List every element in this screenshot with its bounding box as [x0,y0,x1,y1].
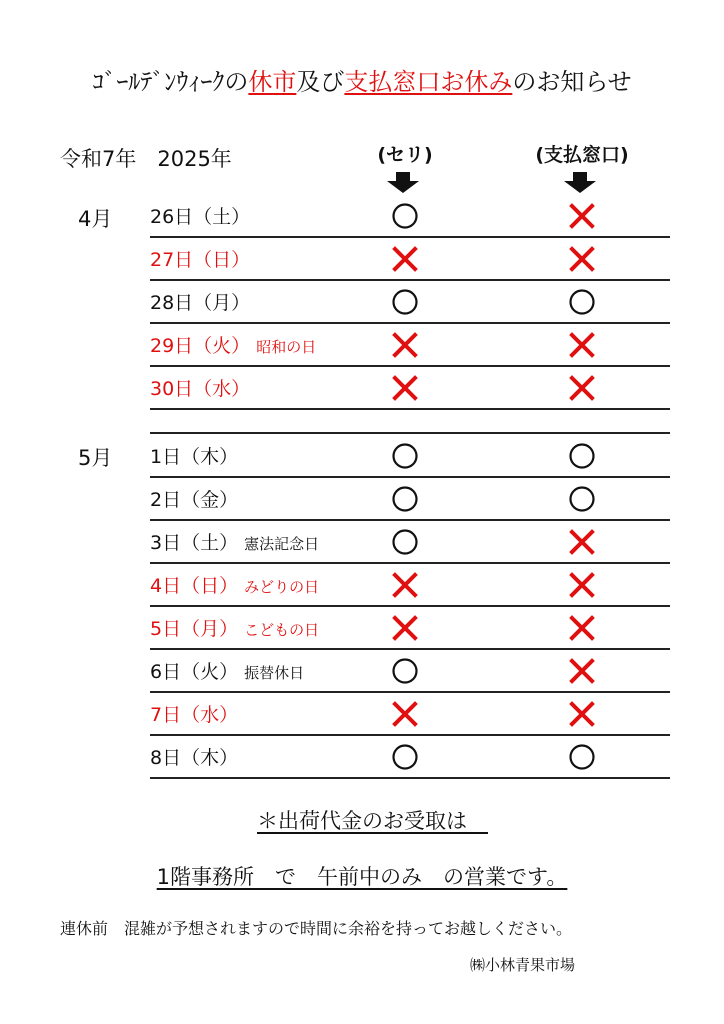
row-date [150,614,319,641]
schedule-row [150,281,670,324]
row-date [150,571,319,598]
date-label: 26日（土） [150,206,251,228]
column-header-payment: (支払窓口) [535,144,629,166]
open-circle-icon [568,743,596,771]
closed-cross-icon [568,700,596,728]
row-date [150,442,238,469]
open-circle-icon [568,485,596,513]
closed-cross-icon [391,571,419,599]
column-header-seri: (セリ) [377,144,433,166]
down-arrow-icon [563,172,597,194]
title-part-3: 及び [296,68,345,96]
open-circle-icon [568,442,596,470]
row-date [150,657,304,684]
date-label: 7日（水） [150,704,239,726]
row-date [150,288,250,315]
open-circle-icon [391,485,419,513]
row-date [150,485,238,512]
holiday-name: こどもの日 [244,621,320,639]
date-label: 2日（金） [150,489,239,511]
date-label: 1日（木） [150,446,239,468]
date-label: 3日（土） [150,532,239,554]
down-arrow-icon [386,172,420,194]
schedule-row [150,478,670,521]
payment-note-text: ＊出荷代金のお受取は [256,809,488,833]
closed-cross-icon [568,614,596,642]
closed-cross-icon [391,614,419,642]
schedule-row [150,324,670,367]
office-hours-note [0,861,724,891]
closed-cross-icon [391,374,419,402]
company-name: ㈱小林青果市場 [470,956,576,974]
title-payment-closed: 支払窓口お休み [344,68,513,96]
date-label: 30日（水） [150,378,251,400]
closed-cross-icon [568,657,596,685]
closed-cross-icon [391,700,419,728]
open-circle-icon [391,202,419,230]
closed-cross-icon [568,331,596,359]
schedule-row [150,238,670,281]
closed-cross-icon [568,528,596,556]
closed-cross-icon [568,571,596,599]
date-label: 28日（月） [150,292,251,314]
holiday-name: みどりの日 [244,578,320,596]
title-part-5: のお知らせ [512,68,632,96]
row-date [150,743,238,770]
date-label: 4日（日） [150,575,239,597]
congestion-note: 連休前 混雑が予想されますので時間に余裕を持ってお越しください。 [60,919,573,938]
date-label: 5日（月） [150,618,239,640]
date-label: 6日（火） [150,661,239,683]
holiday-name: 振替休日 [244,664,305,682]
schedule-row [150,521,670,564]
month-divider [150,432,670,434]
title-part-1: ｺﾞｰﾙﾃﾞﾝｳｨｰｸの [92,68,249,96]
row-divider [150,777,670,779]
schedule-row [150,650,670,693]
payment-note [0,805,724,835]
closed-cross-icon [568,245,596,273]
schedule-row [150,435,670,478]
row-date [150,202,250,229]
open-circle-icon [391,743,419,771]
era-label: 令和7年 2025年 [60,147,232,171]
closed-cross-icon [391,331,419,359]
schedule-row [150,736,670,779]
closed-cross-icon [568,374,596,402]
date-label: 29日（火） [150,335,251,357]
notice-title [0,62,724,97]
open-circle-icon [391,288,419,316]
holiday-name: 憲法記念日 [244,535,320,553]
month-label-may: 5月 [78,446,113,470]
schedule-row [150,195,670,238]
row-date [150,700,238,727]
open-circle-icon [391,442,419,470]
closed-cross-icon [391,245,419,273]
open-circle-icon [391,657,419,685]
title-market-closed: 休市 [248,68,297,96]
date-label: 8日（木） [150,747,239,769]
open-circle-icon [391,528,419,556]
closed-cross-icon [568,202,596,230]
row-date [150,528,319,555]
schedule-row [150,607,670,650]
schedule-row [150,564,670,607]
schedule-row [150,693,670,736]
date-label: 27日（日） [150,249,251,271]
row-date [150,374,250,401]
month-label-april: 4月 [78,207,113,231]
holiday-name: 昭和の日 [256,338,317,356]
row-date [150,245,250,272]
office-hours-text: 1階事務所 で 午前中のみ の営業です。 [156,865,568,889]
row-date [150,331,316,358]
open-circle-icon [568,288,596,316]
row-divider [150,408,670,410]
schedule-row [150,367,670,410]
